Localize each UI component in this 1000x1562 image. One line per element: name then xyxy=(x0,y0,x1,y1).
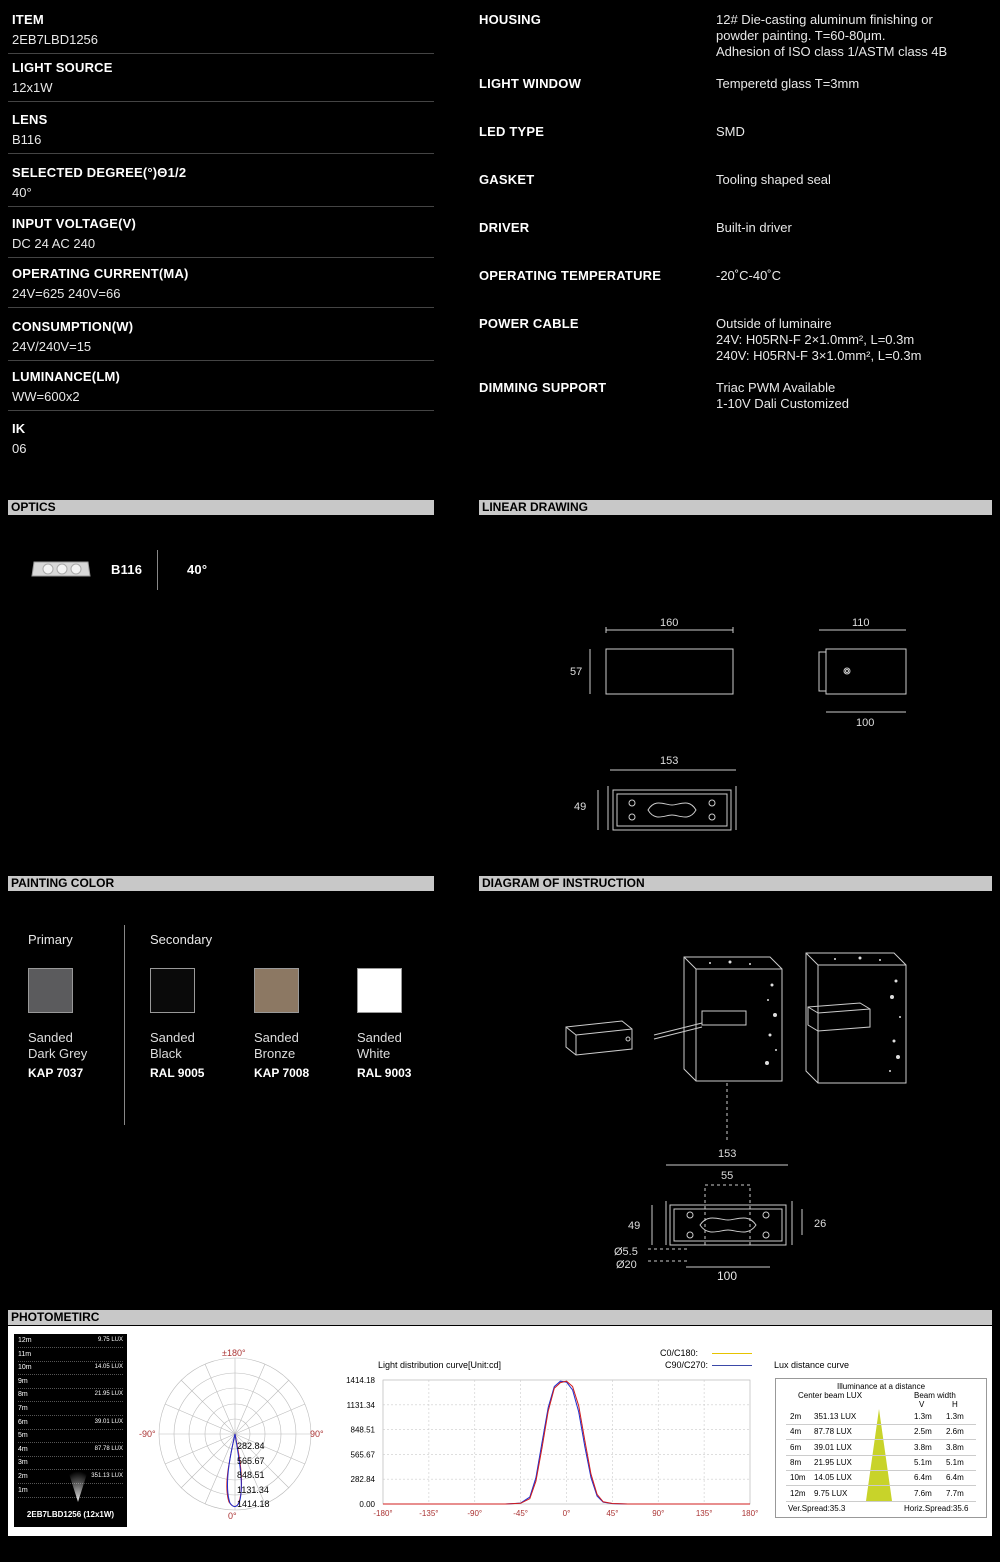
color-divider xyxy=(124,925,125,1125)
lux-row-line xyxy=(786,1424,976,1425)
y-tick-label: 1414.18 xyxy=(346,1376,375,1385)
distance-gridline xyxy=(18,1442,123,1443)
lux-header-2: Center beam LUX xyxy=(798,1391,863,1400)
distance-lux: 9.75 LUX xyxy=(97,1337,123,1343)
spec-label: IK xyxy=(12,421,26,436)
lux-row-line xyxy=(786,1470,976,1471)
spec-value: -20˚C-40˚C xyxy=(716,268,782,283)
x-tick-label: -90° xyxy=(467,1509,483,1518)
distance-gridline xyxy=(18,1415,123,1416)
lux-v: 7.6m xyxy=(914,1488,932,1498)
y-tick-label: 848.51 xyxy=(350,1425,375,1435)
spec-value: 24V=625 240V=66 xyxy=(12,286,121,301)
distance-label: 9m xyxy=(18,1377,28,1385)
lux-v: 2.5m xyxy=(914,1427,932,1437)
spec-separator xyxy=(8,360,434,361)
lux-h: 7.7m xyxy=(946,1488,964,1498)
spec-label: OPERATING CURRENT(MA) xyxy=(12,266,189,281)
color-name-line2: White xyxy=(357,1046,391,1061)
distance-label: 6m xyxy=(18,1418,28,1426)
lux-v: 6.4m xyxy=(914,1473,932,1483)
distance-label: 4m xyxy=(18,1445,28,1453)
distance-lux: 351.13 LUX xyxy=(91,1473,123,1479)
distance-label: 3m xyxy=(18,1459,28,1467)
lux-row-line xyxy=(786,1455,976,1456)
spec-separator xyxy=(8,53,434,54)
color-swatch xyxy=(357,968,402,1013)
distance-gridline xyxy=(18,1374,123,1375)
polar-ring-3: 848.51 xyxy=(237,1470,265,1480)
legend-c90-label: C90/C270: xyxy=(665,1360,709,1370)
lux-distance: 10m xyxy=(790,1473,806,1483)
spec-value: DC 24 AC 240 xyxy=(12,236,96,251)
distance-lux: 21.95 LUX xyxy=(94,1391,123,1398)
lux-header-1: Illuminance at a distance xyxy=(836,1382,926,1391)
spec-value: Tooling shaped seal xyxy=(716,172,831,187)
dim-instr-width: 153 xyxy=(718,1148,737,1160)
distance-gridline xyxy=(18,1429,123,1430)
lux-center: 351.13 LUX xyxy=(814,1412,857,1421)
distance-label: 11m xyxy=(18,1350,32,1358)
distance-lux: 14.05 LUX xyxy=(94,1364,123,1371)
lux-distance: 12m xyxy=(790,1488,806,1498)
polar-plot xyxy=(135,1344,335,1524)
lux-distance: 8m xyxy=(790,1457,802,1467)
distance-label: 5m xyxy=(18,1432,28,1440)
spec-label: LIGHT WINDOW xyxy=(479,76,582,91)
linear-drawing xyxy=(560,610,940,840)
spec-separator xyxy=(8,410,434,411)
spec-value: Triac PWM Available 1-10V Dali Customized xyxy=(716,380,849,411)
lux-title: Lux distance curve xyxy=(774,1360,850,1370)
lux-v: 5.1m xyxy=(914,1457,932,1467)
color-swatch xyxy=(254,968,299,1013)
lux-distance: 6m xyxy=(790,1442,802,1452)
lux-header-h: H xyxy=(952,1400,958,1409)
spec-label: HOUSING xyxy=(479,12,542,27)
spec-label: DIMMING SUPPORT xyxy=(479,380,607,395)
spec-separator xyxy=(8,206,434,207)
x-tick-label: -135° xyxy=(419,1509,439,1518)
spec-value: 12x1W xyxy=(12,80,53,95)
dim-side-width: 110 xyxy=(852,617,870,629)
linear-drawing-header: LINEAR DRAWING xyxy=(479,500,992,515)
lux-distance: 2m xyxy=(790,1412,802,1421)
lux-row-line xyxy=(786,1485,976,1486)
distance-gridline xyxy=(18,1361,123,1362)
photometric-header: PHOTOMETIRC xyxy=(8,1310,992,1325)
optics-header: OPTICS xyxy=(8,500,434,515)
lux-h: 5.1m xyxy=(946,1457,964,1467)
polar-ring-4: 1131.34 xyxy=(237,1485,269,1495)
lens-code: B116 xyxy=(111,562,143,577)
lux-h: 2.6m xyxy=(946,1427,964,1437)
spec-value: 06 xyxy=(12,441,27,456)
spec-value: 40° xyxy=(12,185,32,200)
spec-label: INPUT VOLTAGE(V) xyxy=(12,216,137,231)
spec-value: 24V/240V=15 xyxy=(12,339,92,354)
spec-separator xyxy=(8,153,434,154)
color-code: KAP 7008 xyxy=(254,1066,310,1080)
color-name-line2: Dark Grey xyxy=(28,1046,88,1061)
ver-spread: Ver.Spread:35.3 xyxy=(788,1504,846,1513)
lux-row-line xyxy=(786,1439,976,1440)
lux-center: 21.95 LUX xyxy=(814,1457,852,1467)
lux-distance: 4m xyxy=(790,1427,802,1437)
spec-label: LENS xyxy=(12,112,48,127)
dim-front-width: 160 xyxy=(660,617,679,629)
x-tick-label: 90° xyxy=(652,1509,665,1518)
spec-label: POWER CABLE xyxy=(479,316,579,331)
legend-c0-label: C0/C180: xyxy=(660,1348,699,1358)
y-tick-label: 0.00 xyxy=(359,1500,375,1509)
distance-gridline xyxy=(18,1347,123,1348)
dim-instr-height: 49 xyxy=(628,1220,641,1232)
spec-value: 2EB7LBD1256 xyxy=(12,32,99,47)
y-tick-label: 565.67 xyxy=(350,1450,375,1460)
distance-gridline xyxy=(18,1388,123,1389)
lux-row-line xyxy=(786,1501,976,1502)
distance-label: 7m xyxy=(18,1405,28,1412)
dim-instr-26: 26 xyxy=(814,1218,827,1230)
hor-spread: Horiz.Spread:35.6 xyxy=(904,1504,969,1513)
spec-label: SELECTED DEGREE(°)Θ1/2 xyxy=(12,165,187,180)
beam-glow xyxy=(58,1454,98,1504)
color-name-line1: Sanded xyxy=(357,1030,402,1045)
polar-left-label: -90° xyxy=(139,1429,156,1439)
x-tick-label: 135° xyxy=(695,1509,713,1518)
y-tick-label: 282.84 xyxy=(350,1475,375,1485)
spec-separator xyxy=(8,101,434,102)
x-tick-label: -180° xyxy=(373,1509,393,1518)
spec-label: LED TYPE xyxy=(479,124,545,139)
spec-label: CONSUMPTION(W) xyxy=(12,319,134,334)
spec-label: DRIVER xyxy=(479,220,530,235)
dim-bracket-width: 153 xyxy=(660,755,679,767)
distance-gridline xyxy=(18,1401,123,1402)
dim-front-height: 57 xyxy=(570,666,583,678)
polar-ring-5: 1414.18 xyxy=(237,1499,270,1509)
spec-value: WW=600x2 xyxy=(12,389,80,404)
lux-center: 9.75 LUX xyxy=(814,1488,848,1498)
color-code: RAL 9005 xyxy=(150,1066,205,1080)
spec-value: 12# Die-casting aluminum finishing or powder painting. T=60-80μm. Adhesion of ISO class 1/ASTM class 4B xyxy=(716,12,948,59)
curve-title: Light distribution curve[Unit:cd] xyxy=(378,1360,502,1370)
lux-v: 1.3m xyxy=(914,1412,932,1421)
spec-value: SMD xyxy=(716,124,745,139)
legend-c90-swatch xyxy=(712,1365,752,1366)
polar-right-label: 90° xyxy=(310,1429,324,1439)
color-name-line1: Sanded xyxy=(28,1030,73,1045)
x-tick-label: -45° xyxy=(513,1509,529,1518)
spec-value: Built-in driver xyxy=(716,220,792,235)
dim-instr-d20: Ø20 xyxy=(616,1259,637,1271)
distance-label: 2m xyxy=(18,1473,28,1480)
distance-label: 1m xyxy=(18,1486,28,1494)
lux-center: 14.05 LUX xyxy=(814,1473,852,1483)
spec-separator xyxy=(8,307,434,308)
painting-color-header: PAINTING COLOR xyxy=(8,876,434,891)
spec-label: ITEM xyxy=(12,12,44,27)
lux-h: 6.4m xyxy=(946,1473,964,1483)
color-code: RAL 9003 xyxy=(357,1066,412,1080)
distance-model-caption: 2EB7LBD1256 (12x1W) xyxy=(26,1510,115,1519)
dim-instr-100: 100 xyxy=(717,1269,738,1283)
dim-side-bottom: 100 xyxy=(856,717,875,729)
lux-v: 3.8m xyxy=(914,1442,932,1452)
x-tick-label: 45° xyxy=(606,1509,619,1518)
lux-table xyxy=(775,1378,987,1518)
distance-lux: 87.78 LUX xyxy=(94,1445,123,1452)
color-code: KAP 7037 xyxy=(28,1066,84,1080)
dim-bracket-height: 49 xyxy=(574,801,587,813)
instruction-diagram xyxy=(560,945,920,1275)
optics-divider xyxy=(157,550,158,590)
dim-instr-inner: 55 xyxy=(721,1170,734,1182)
spec-value: Outside of luminaire 24V: H05RN-F 2×1.0mm², L=0.3m 240V: H05RN-F 3×1.0mm², L=0.3m xyxy=(716,316,922,363)
y-tick-label: 1131.34 xyxy=(346,1400,375,1410)
lens-image xyxy=(30,558,92,582)
color-name-line2: Black xyxy=(150,1046,182,1061)
spec-value: Temperetd glass T=3mm xyxy=(716,76,860,91)
lux-center: 87.78 LUX xyxy=(814,1427,852,1437)
polar-ring-2: 565.67 xyxy=(237,1456,265,1466)
x-tick-label: 0° xyxy=(562,1509,571,1518)
spec-label: OPERATING TEMPERATURE xyxy=(479,268,662,283)
color-name-line1: Sanded xyxy=(254,1030,299,1045)
x-tick-label: 180° xyxy=(741,1509,759,1518)
distance-lux: 39.01 LUX xyxy=(94,1418,123,1425)
instruction-header: DIAGRAM OF INSTRUCTION xyxy=(479,876,992,891)
spec-separator xyxy=(8,257,434,258)
distance-label: 8m xyxy=(18,1391,28,1399)
lux-h: 3.8m xyxy=(946,1442,964,1452)
lux-header-3: Beam width xyxy=(914,1391,956,1400)
legend-c0-swatch xyxy=(712,1353,752,1354)
lens-degree: 40° xyxy=(187,562,208,577)
color-swatch xyxy=(28,968,73,1013)
lux-center: 39.01 LUX xyxy=(814,1442,852,1452)
color-name-line2: Bronze xyxy=(254,1046,296,1061)
spec-label: GASKET xyxy=(479,172,535,187)
polar-top-label: ±180° xyxy=(222,1348,246,1358)
color-name-line1: Sanded xyxy=(150,1030,195,1045)
polar-ring-1: 282.84 xyxy=(237,1441,265,1451)
lux-header-v: V xyxy=(919,1400,925,1409)
spec-label: LIGHT SOURCE xyxy=(12,60,113,75)
lux-h: 1.3m xyxy=(946,1412,964,1421)
polar-bottom-label: 0° xyxy=(228,1511,237,1521)
primary-label: Primary xyxy=(28,932,73,947)
light-distribution-chart xyxy=(335,1372,760,1522)
distance-label: 10m xyxy=(18,1364,32,1372)
secondary-label: Secondary xyxy=(150,932,213,947)
distance-label: 12m xyxy=(18,1337,32,1344)
distance-panel xyxy=(14,1334,127,1527)
spec-value: B116 xyxy=(12,132,42,147)
spec-label: LUMINANCE(LM) xyxy=(12,369,121,384)
color-swatch xyxy=(150,968,195,1013)
dim-instr-d55: Ø5.5 xyxy=(614,1246,638,1258)
